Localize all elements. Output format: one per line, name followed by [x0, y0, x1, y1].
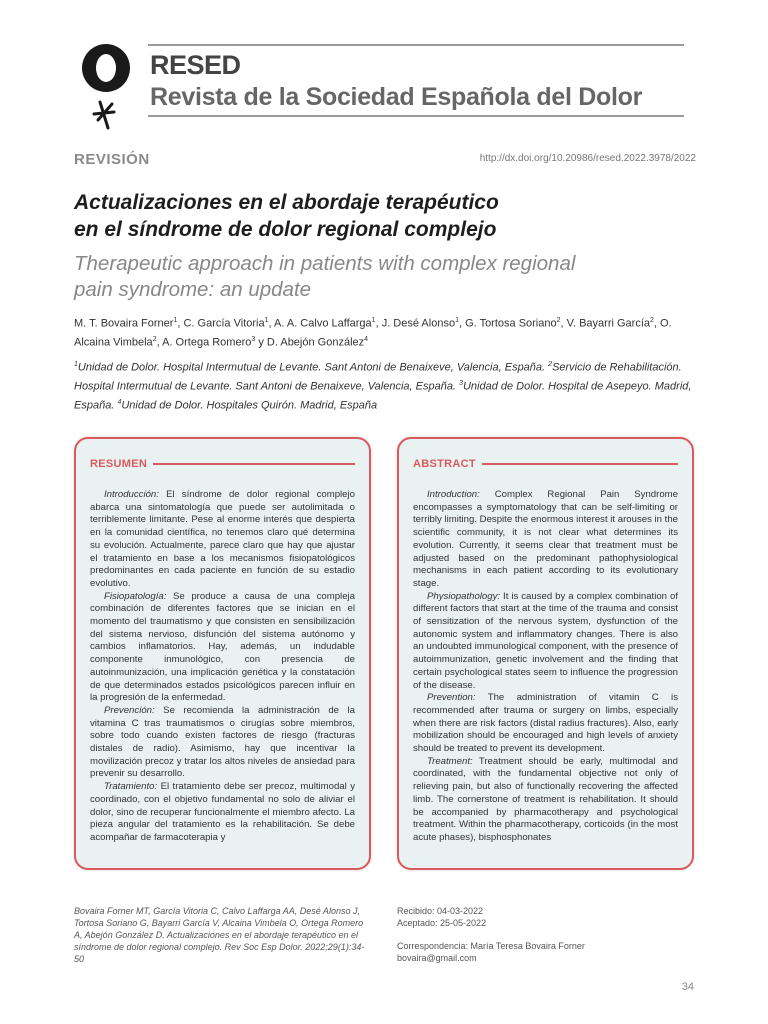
affiliation-sup: 4 [117, 399, 122, 407]
author-name: O. Alcaina Vimbela [74, 317, 672, 349]
author-affiliation-sup: 1 [371, 317, 376, 324]
article-title-en [74, 251, 694, 303]
affiliation-sup: 3 [459, 380, 463, 388]
journal-short-title: RESED [150, 50, 241, 80]
author-affiliation-sup: 3 [251, 335, 256, 343]
author-name: A. A. Calvo Laffarga [274, 317, 372, 330]
resumen-paragraph-label: Introducción: [104, 489, 159, 500]
abstract-body [413, 489, 678, 845]
author-affiliation-sup: 2 [650, 317, 654, 324]
abstract-paragraph [413, 756, 678, 845]
abstract-paragraph-label: Prevention: [427, 692, 476, 704]
author-affiliation-sup: 2 [556, 317, 561, 324]
author-name: A. Ortega Romero [162, 336, 252, 349]
abstract-paragraph-text: Treatment should be early, multimodal and coordinated, with the fundamental objective not only of relieving pain, but also of functionally recovering the affected limb. The cornerstone of treatment is rehabilitation. It should be accompanied by pharmacotherapy and psychological treatment. Within the pharmacotherapy, corticoids (in the most acute phases), bisphosphonates [413, 755, 678, 843]
abstract-header [413, 458, 678, 470]
resumen-heading: RESUMEN [90, 458, 148, 470]
abstract-paragraph-label: Introduction: [427, 489, 480, 500]
title-en-line-2: pain syndrome: an update [74, 278, 312, 301]
article-dates [397, 905, 486, 929]
resumen-paragraph-label: Fisiopatología: [104, 590, 167, 602]
affiliation-text: Unidad de Dolor. Hospitales Quirón. Madrid, España [121, 399, 378, 412]
abstract-heading: ABSTRACT [413, 458, 476, 470]
resumen-paragraph-text: El tratamiento debe ser precoz, multimodal y coordinado, con el objetivo fundamental no solo de aliviar el dolor, sino de recuperar funcionalmente el miembro afecto. La pieza angular del tratamiento es la rehabilitación. Se debe acompañar de farmacoterapia y [90, 781, 355, 843]
abstract-heading-rule [482, 463, 678, 465]
affiliation-sup: 1 [74, 361, 78, 368]
correspondence-email[interactable]: bovaira@gmail.com [397, 953, 477, 963]
resumen-header [90, 458, 355, 470]
resumen-paragraph-text: El síndrome de dolor regional complejo abarca una sintomatología que puede ser autolimitada o terriblemente limitante. Pese al enorme interés que despierta en la comunidad científica, no tenemos claro qué determina su evolución. Actualmente, parece claro que hay que ajustar el tratamiento en base a los mecanismos fisiopatológicos predominantes en cada paciente en función de su estadio evolutivo. [90, 489, 355, 589]
affiliation-text: Unidad de Dolor. Hospital Intermutual de Levante. Sant Antoni de Benaixeve, Valencia, España. [77, 361, 546, 374]
resumen-paragraph [90, 591, 355, 705]
affiliation-sup: 2 [548, 361, 553, 368]
correspondence [397, 940, 585, 964]
resumen-paragraph-label: Prevención: [104, 704, 155, 716]
resumen-body [90, 489, 355, 845]
author-affiliation-sup: 1 [173, 317, 178, 324]
abstract-box [397, 437, 694, 870]
author-name: D. Abejón González [266, 336, 365, 349]
resed-logo-icon [80, 42, 132, 132]
correspondence-name: Correspondencia: María Teresa Bovaira Forner [397, 941, 585, 951]
author-affiliation-sup: 1 [455, 317, 459, 324]
title-en-line-1: Therapeutic approach in patients with complex regional [74, 252, 576, 275]
author-name: C. García Vitoria [183, 317, 265, 330]
title-es-line-1: Actualizaciones en el abordaje terapéutico [74, 191, 499, 214]
accepted-date: Aceptado: 25-05-2022 [397, 918, 487, 928]
header-rule-top [148, 44, 684, 46]
abstract-paragraph-label: Treatment: [427, 755, 473, 767]
journal-long-title: Revista de la Sociedad Española del Dolor [150, 83, 643, 111]
author-name: G. Tortosa Soriano [465, 317, 557, 330]
received-date: Recibido: 04-03-2022 [397, 906, 484, 916]
affiliation-list [74, 357, 694, 414]
author-affiliation-sup: 1 [264, 317, 269, 324]
journal-logo [80, 42, 132, 132]
affiliation-text: Unidad de Dolor. Hospital de Asepeyo. Madrid, España. [74, 380, 692, 412]
section-label: REVISIÓN [74, 151, 150, 168]
author-name: M. T. Bovaira Forner [74, 317, 174, 330]
resumen-paragraph [90, 489, 355, 591]
article-title-es [74, 189, 694, 243]
author-name: J. Desé Alonso [381, 317, 456, 330]
author-affiliation-sup: 2 [152, 335, 157, 343]
author-affiliation-sup: 4 [364, 335, 369, 343]
abstract-paragraph-text: It is caused by a complex combination of different factors that start at the time of the trauma and consist of sensitization of the nervous system, dysfunction of the autonomic system and inflammatory changes. There is also an undoubted immunological component, with the presence of autoimmunization, genetic involvement and the finding that certain psychological states seem to influence the progression of the disease. [413, 590, 678, 691]
abstract-paragraph [413, 692, 678, 756]
abstract-paragraph [413, 591, 678, 693]
doi-link[interactable]: http://dx.doi.org/10.20986/resed.2022.3978/2022 [479, 153, 696, 164]
page-number: 34 [681, 981, 694, 993]
affiliation-text: Servicio de Rehabilitación. Hospital Intermutual de Levante. Sant Antoni de Benaixeve, Valencia, España. [74, 361, 682, 393]
resumen-paragraph [90, 781, 355, 845]
title-es-line-2: en el síndrome de dolor regional complejo [74, 218, 497, 241]
resumen-paragraph-label: Tratamiento: [104, 781, 158, 793]
resumen-paragraph-text: Se produce a causa de una compleja combinación de diferentes factores que se inician en el momento del traumatismo y que consisten en sensibilización del sistema nervioso, disfunción del sistema autónomo y cambios inflamatorios. Hay, además, un indudable componente inmunológico, con presencia de autoinmunización, una implicación genética y la constatación de que determinados estados psicológicos parecen influir en la progresión de la enfermedad. [90, 590, 355, 704]
header-rule-bottom [148, 115, 684, 117]
abstract-paragraph [413, 489, 678, 591]
resumen-paragraph [90, 705, 355, 781]
abstract-paragraph-text: The administration of vitamin C is recommended after trauma or surgery on limbs, especially when there are risk factors (distal radius fractures). Also, early mobilization should be encouraged and high levels of anxiety should be treated to prevent its development. [413, 692, 678, 755]
resumen-heading-rule [153, 463, 355, 465]
citation: Bovaira Forner MT, García Vitoria C, Calvo Laffarga AA, Desé Alonso J, Tortosa Soriano G, Bayarri García V, Alcaina Vimbela O, Ortega Romero A, Abejón González D. Actualizaciones en el abordaje terapéutico en el síndrome de dolor regional complejo. Rev Soc Esp Dolor. 2022;29(1):34-50 [74, 906, 365, 964]
abstract-paragraph-label: Physiopathology: [427, 590, 501, 602]
author-list: M. T. Bovaira Forner$^1$, C. García Vitoria$^1$, A. A. Calvo Laffarga$^1$, J. Desé Alonso$^1$, G. Tortosa Soriano$^2$, V. Bayarri García$^2$, O. Alcaina Vimbela$^2$, A. Ortega Romero$^3$ y D. Abejón González$^4$ [74, 317, 672, 349]
author-name: V. Bayarri García [566, 317, 650, 330]
resumen-paragraph-text: Se recomienda la administración de la vitamina C tras traumatismos o cirugías sobre miembros, sobre todo cuando existen factores de riesgo (fracturas distales de radio). Asimismo, hay que incentivar la movilización precoz y tratar los altos niveles de ansiedad para prevenir su desarrollo. [90, 704, 355, 780]
resumen-box [74, 437, 371, 870]
abstract-paragraph-text: Complex Regional Pain Syndrome encompasses a symptomatology that can be self-limiting or terribly limiting. Despite the enormous interest it arouses in the scientific community, it is not clear what determines its evolution. Currently, it seems clear that treatment must be adjusted based on the predominant pathophysiological mechanisms in each patient according to its evolutionary stage. [413, 489, 679, 589]
